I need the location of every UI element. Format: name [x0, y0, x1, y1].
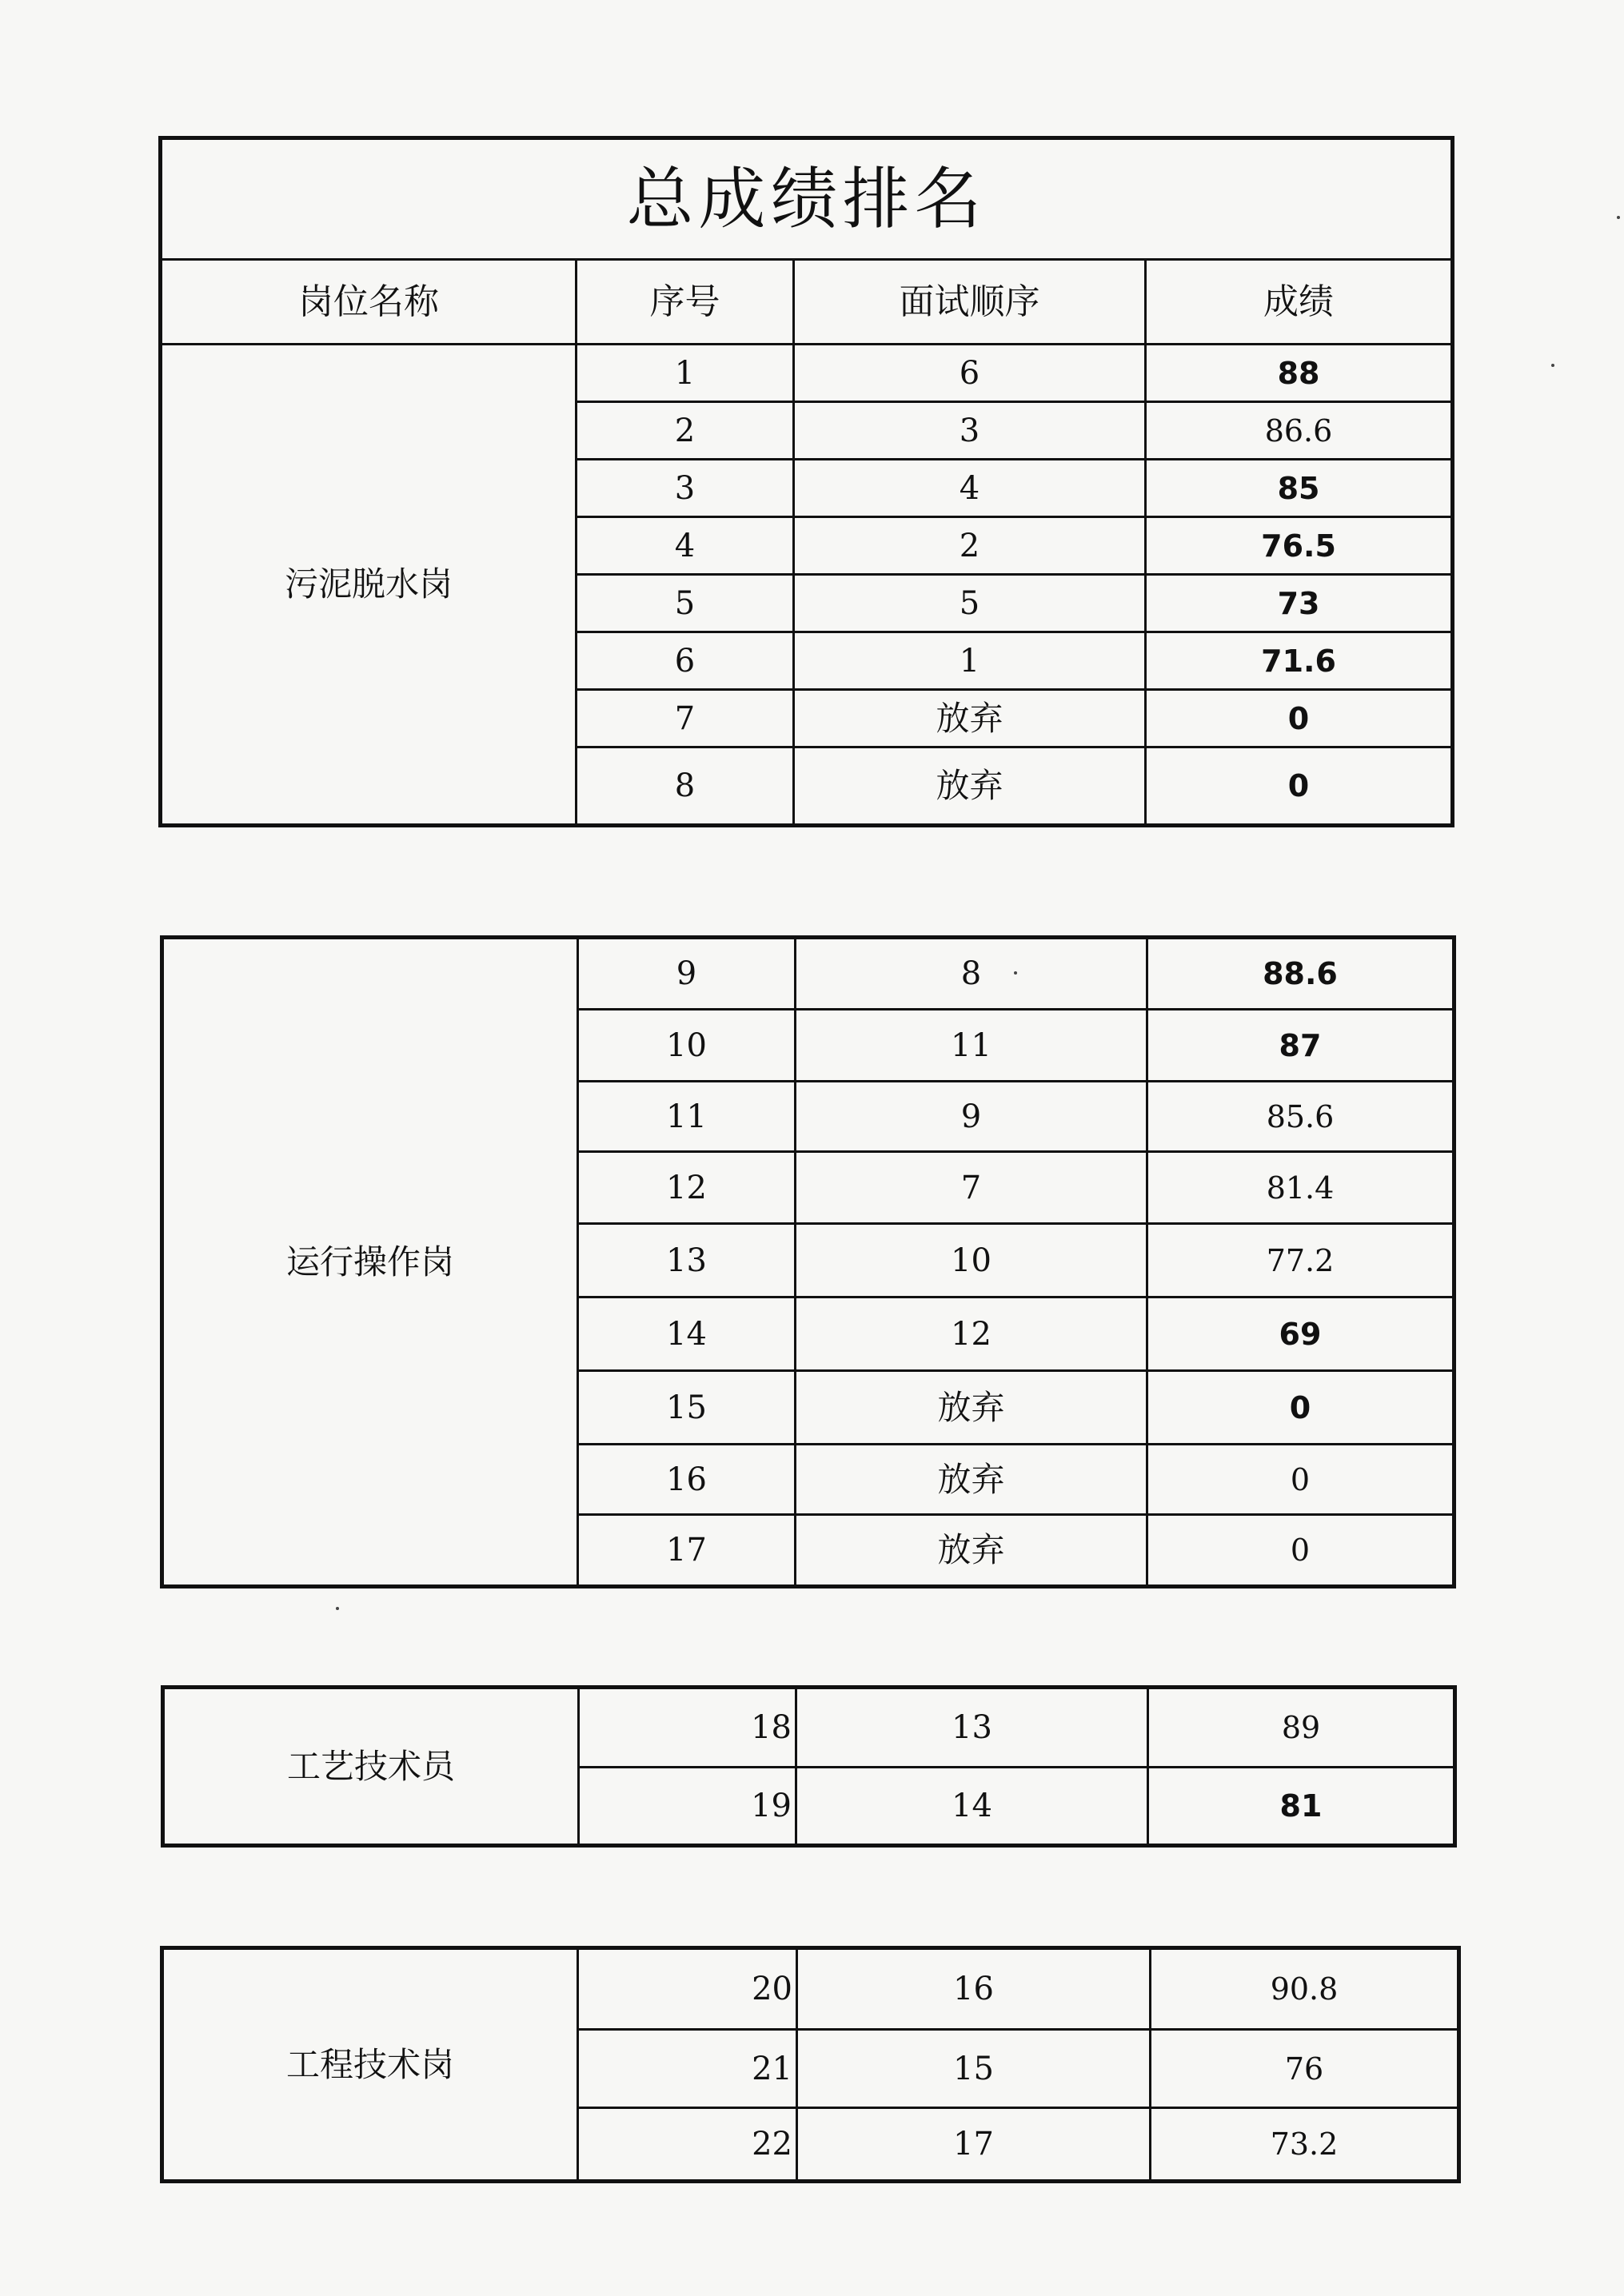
order-cell: 14	[796, 1768, 1148, 1846]
header-seq: 序号	[577, 260, 794, 345]
order-cell: 13	[796, 1688, 1148, 1768]
order-cell: 11	[796, 1010, 1147, 1082]
score-cell: 81	[1148, 1768, 1455, 1846]
seq-cell: 4	[577, 517, 794, 575]
order-cell: 放弃	[794, 690, 1146, 747]
order-cell: 7	[796, 1152, 1147, 1224]
order-cell: 8	[796, 938, 1147, 1010]
order-cell: 17	[797, 2108, 1151, 2182]
seq-cell: 8	[577, 747, 794, 826]
scan-speck	[1014, 971, 1017, 975]
seq-cell: 9	[578, 938, 796, 1010]
order-cell: 1	[794, 632, 1146, 690]
ranking-table-4	[160, 1946, 1461, 2183]
score-cell: 85.6	[1147, 1082, 1454, 1152]
score-cell: 76	[1151, 2030, 1459, 2108]
seq-cell: 1	[577, 345, 794, 402]
score-cell: 69	[1147, 1297, 1454, 1371]
order-cell: 5	[794, 575, 1146, 632]
score-cell: 0	[1147, 1515, 1454, 1587]
ranking-table-3	[161, 1685, 1457, 1848]
order-cell: 放弃	[796, 1445, 1147, 1515]
score-cell: 87	[1147, 1010, 1454, 1082]
ranking-table-1	[158, 136, 1454, 827]
scan-speck	[1551, 364, 1554, 367]
score-cell: 71.6	[1146, 632, 1453, 690]
seq-cell: 21	[578, 2030, 797, 2108]
seq-cell: 2	[577, 402, 794, 460]
order-cell: 放弃	[794, 747, 1146, 826]
score-cell: 73	[1146, 575, 1453, 632]
scan-speck	[1617, 216, 1620, 219]
seq-cell: 10	[578, 1010, 796, 1082]
order-cell: 2	[794, 517, 1146, 575]
header-order: 面试顺序	[794, 260, 1146, 345]
score-cell: 0	[1146, 747, 1453, 826]
seq-cell: 3	[577, 460, 794, 517]
order-cell: 10	[796, 1224, 1147, 1297]
position-name: 工程技术岗	[162, 1948, 578, 2182]
order-cell: 6	[794, 345, 1146, 402]
score-cell: 73.2	[1151, 2108, 1459, 2182]
scan-speck	[336, 1607, 339, 1610]
score-cell: 77.2	[1147, 1224, 1454, 1297]
seq-cell: 16	[578, 1445, 796, 1515]
seq-cell: 5	[577, 575, 794, 632]
seq-cell: 6	[577, 632, 794, 690]
seq-cell: 13	[578, 1224, 796, 1297]
seq-cell: 17	[578, 1515, 796, 1587]
header-position: 岗位名称	[161, 260, 577, 345]
order-cell: 4	[794, 460, 1146, 517]
position-name: 工艺技术员	[163, 1688, 579, 1846]
seq-cell: 20	[578, 1948, 797, 2030]
score-cell: 86.6	[1146, 402, 1453, 460]
seq-cell: 14	[578, 1297, 796, 1371]
seq-cell: 22	[578, 2108, 797, 2182]
seq-cell: 19	[579, 1768, 796, 1846]
page-title: 总成绩排名	[161, 138, 1453, 260]
position-name: 运行操作岗	[162, 938, 578, 1587]
score-cell: 76.5	[1146, 517, 1453, 575]
ranking-table-2	[160, 935, 1456, 1588]
order-cell: 3	[794, 402, 1146, 460]
score-cell: 88.6	[1147, 938, 1454, 1010]
score-cell: 85	[1146, 460, 1453, 517]
score-cell: 81.4	[1147, 1152, 1454, 1224]
score-cell: 0	[1146, 690, 1453, 747]
seq-cell: 15	[578, 1371, 796, 1445]
seq-cell: 12	[578, 1152, 796, 1224]
order-cell: 放弃	[796, 1371, 1147, 1445]
order-cell: 放弃	[796, 1515, 1147, 1587]
header-score: 成绩	[1146, 260, 1453, 345]
seq-cell: 11	[578, 1082, 796, 1152]
score-cell: 0	[1147, 1371, 1454, 1445]
seq-cell: 7	[577, 690, 794, 747]
order-cell: 15	[797, 2030, 1151, 2108]
score-cell: 89	[1148, 1688, 1455, 1768]
position-name: 污泥脱水岗	[161, 345, 577, 826]
order-cell: 16	[797, 1948, 1151, 2030]
order-cell: 9	[796, 1082, 1147, 1152]
score-cell: 88	[1146, 345, 1453, 402]
seq-cell: 18	[579, 1688, 796, 1768]
score-cell: 90.8	[1151, 1948, 1459, 2030]
order-cell: 12	[796, 1297, 1147, 1371]
score-cell: 0	[1147, 1445, 1454, 1515]
